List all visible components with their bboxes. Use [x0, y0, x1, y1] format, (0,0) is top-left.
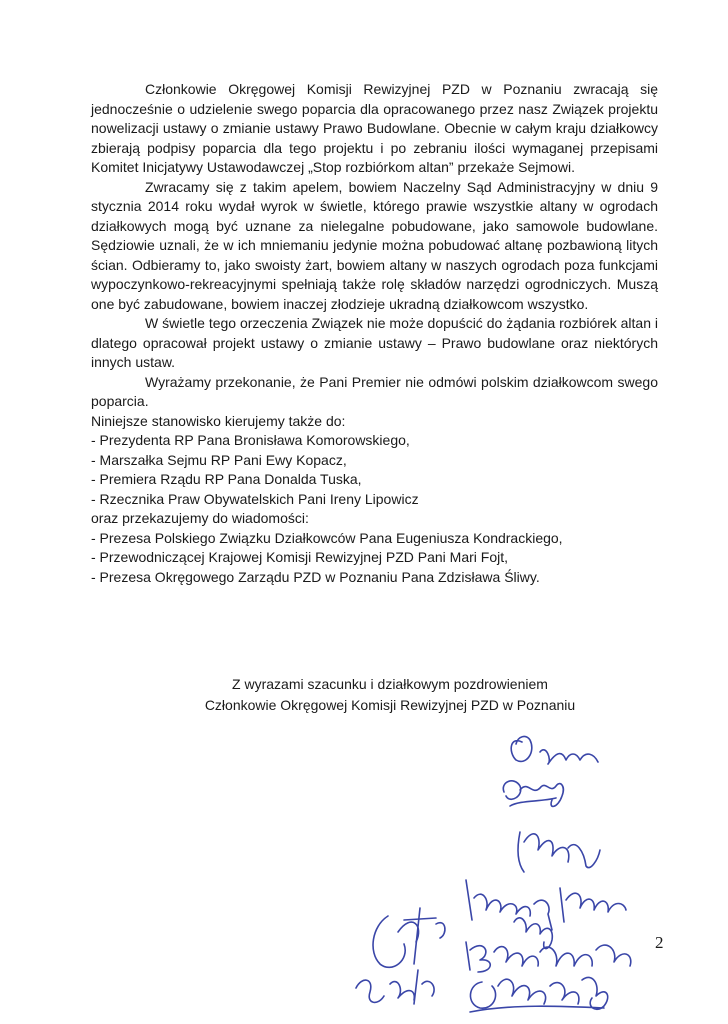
list-item: - Rzecznika Praw Obywatelskich Pani Ireny Lipowicz — [91, 490, 419, 507]
paragraph-4: Wyrażamy przekonanie, że Pani Premier nie odmówi polskim działkowcom swego poparcia. — [91, 373, 658, 409]
signature-1 — [511, 737, 598, 764]
paragraph-3: W świetle tego orzeczenia Związek nie może dopuścić do żądania rozbiórek altan i dlatego opracował projekt ustawy o zmianie ustawy – Prawo budowlane oraz niektórych innych ustaw. — [91, 315, 658, 370]
signature-9 — [470, 977, 608, 1012]
list-item: - Przewodniczącej Krajowej Komisji Rewizyjnej PZD Pani Mari Fojt, — [91, 549, 509, 565]
signature-4 — [466, 880, 626, 930]
info-recipients-list — [91, 529, 658, 588]
paragraph-1: Członkowie Okręgowej Komisji Rewizyjnej PZD w Poznaniu zwracają się jednocześnie o udzielenie swego poparcia dla opracowanego przez nasz Związek projektu nowelizacji ustawy o zmianie ustawy Prawo Budowlane. Obecnie w całym kraju działkowcy zbierają podpisy poparcia dla tego projektu i po zebraniu ilości wymaganej przepisami Komitet Inicjatywy Ustawodawczej „Stop rozbiórkom altan” przekaże Sejmowi. — [91, 81, 658, 175]
list-item: - Prezesa Okręgowego Zarządu PZD w Poznaniu Pana Zdzisława Śliwy. — [91, 568, 540, 585]
paragraph-2: Zwracamy się z takim apelem, bowiem Naczelny Sąd Administracyjny w dniu 9 stycznia 2014 roku wydał wyrok w świetle, którego prawie wszystkie altany w ogrodach działkowych mogą być uznane za nielegalne pobudowane, jako samowole budowlane. Sędziowie uznali, że w ich mniemaniu jedynie można pobudować altanę pozbawioną litych ścian. Odbieramy to, jako swoisty żart, bowiem altany w naszych ogrodach poza funkcjami wypoczynkowo-rekreacyjnymi spełniają także rolę składów narzędzi ogrodniczych. Muszą one być zabudowane, bowiem inaczej złodzieje ukradną działkowcom wszystko. — [91, 178, 658, 312]
letter-body — [91, 80, 658, 587]
list-item: - Prezesa Polskiego Związku Działkowców Pana Eugeniusza Kondrackiego, — [91, 529, 563, 546]
closing-block — [150, 674, 630, 716]
signature-5 — [514, 918, 552, 949]
closing-greeting: Z wyrazami szacunku i działkowym pozdrowieniem — [232, 676, 548, 692]
list-item: - Prezydenta RP Pana Bronisława Komorowskiego, — [91, 432, 410, 448]
signature-6 — [373, 908, 445, 967]
list-item: - Marszałka Sejmu RP Pani Ewy Kopacz, — [91, 451, 347, 468]
recipients-list — [91, 431, 658, 509]
recipients-intro: Niniejsze stanowisko kierujemy także do: — [91, 412, 346, 429]
list-item: - Premiera Rządu RP Pana Donalda Tuska, — [91, 471, 362, 487]
closing-signatories: Członkowie Okręgowej Komisji Rewizyjnej PZD w Poznaniu — [204, 697, 576, 713]
info-intro: oraz przekazujemy do wiadomości: — [91, 510, 309, 526]
signature-8 — [356, 970, 434, 1004]
page-number: 2 — [655, 933, 664, 952]
signature-7 — [466, 942, 631, 972]
signature-2 — [503, 781, 563, 807]
signature-3 — [518, 832, 600, 872]
